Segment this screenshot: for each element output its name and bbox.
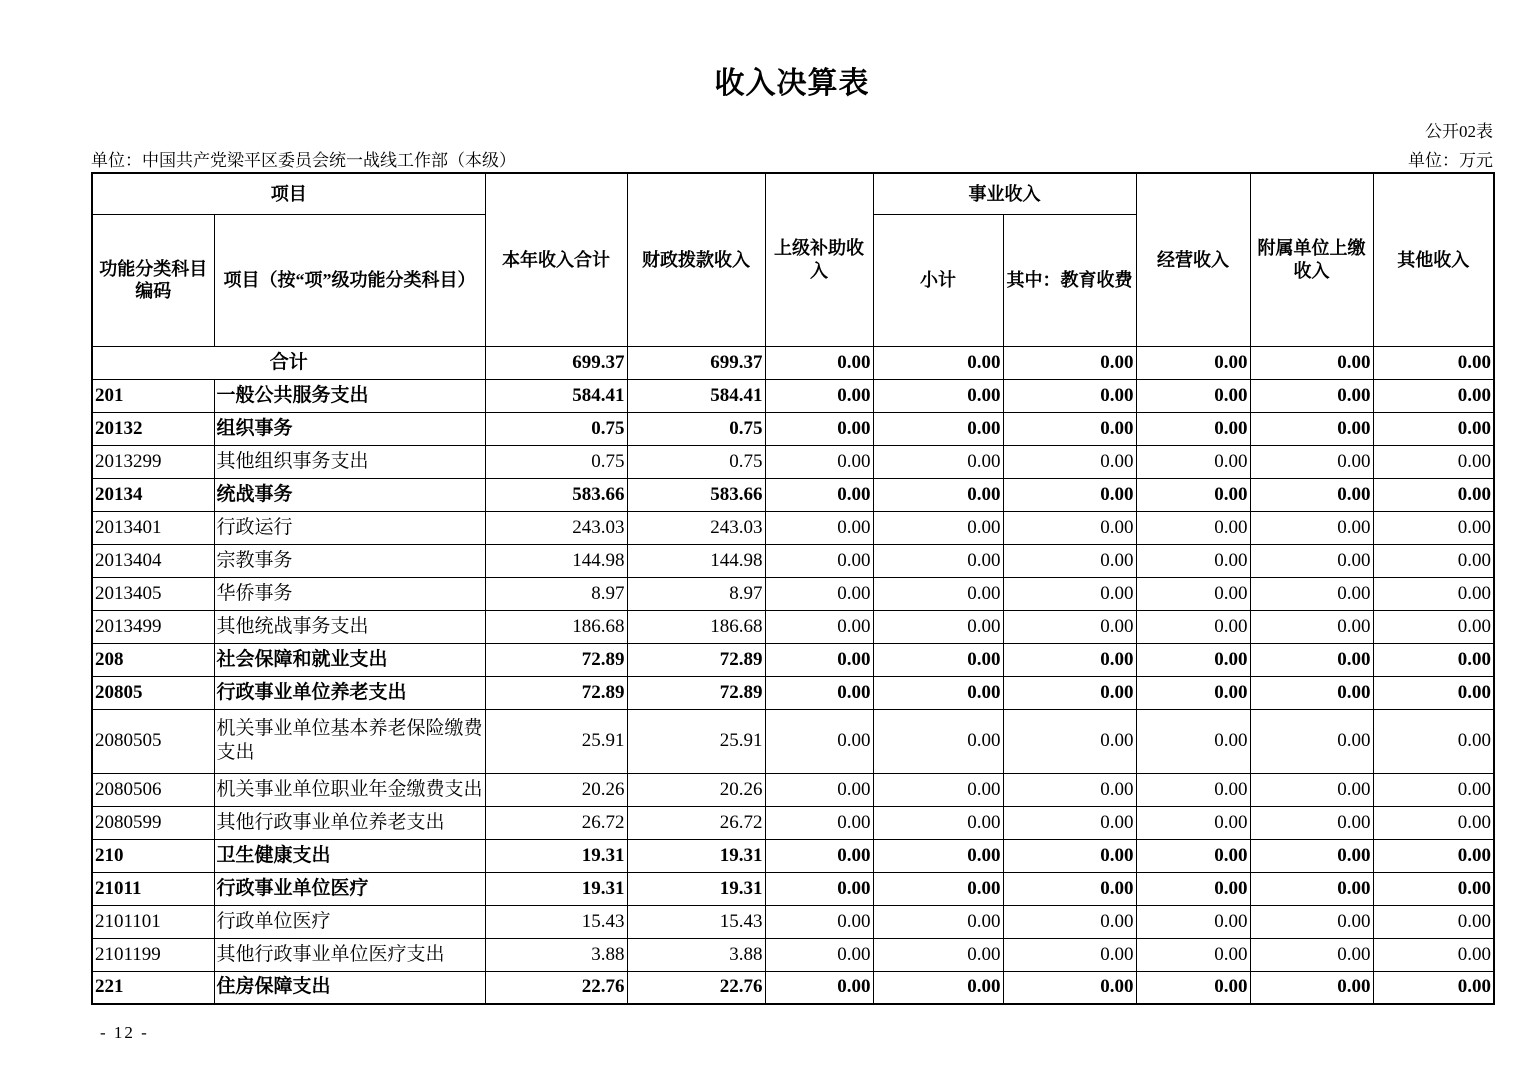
table-body: [92, 346, 1494, 1004]
table-row: [92, 445, 1494, 478]
row-value-cell: 144.98: [627, 544, 765, 577]
row-value-cell: 0.00: [765, 839, 873, 872]
row-code-cell: 2080506: [92, 773, 214, 806]
row-value-cell: 0.00: [1136, 938, 1250, 971]
row-value-cell: 0.00: [1136, 773, 1250, 806]
row-code-cell: 2080505: [92, 709, 214, 773]
row-value-cell: 0.00: [1373, 445, 1494, 478]
row-code-cell: 20805: [92, 676, 214, 709]
row-name-cell: 行政事业单位养老支出: [214, 676, 485, 709]
row-value-cell: 20.26: [485, 773, 627, 806]
row-name-cell: 其他组织事务支出: [214, 445, 485, 478]
row-value-cell: 0.00: [1373, 643, 1494, 676]
header-col-other: 其他收入: [1373, 173, 1494, 346]
row-value-cell: 0.00: [765, 379, 873, 412]
row-value-cell: 0.00: [1136, 806, 1250, 839]
row-value-cell: 0.00: [1373, 577, 1494, 610]
table-row: [92, 971, 1494, 1004]
unit-name-label: 单位：中国共产党梁平区委员会统一战线工作部（本级）: [91, 151, 516, 170]
row-code-cell: 2013405: [92, 577, 214, 610]
row-name-cell: 其他统战事务支出: [214, 610, 485, 643]
row-value-cell: 0.00: [1250, 610, 1373, 643]
row-value-cell: 0.00: [1373, 346, 1494, 379]
row-value-cell: 0.00: [1373, 544, 1494, 577]
row-value-cell: 0.75: [627, 445, 765, 478]
row-value-cell: 0.00: [1373, 709, 1494, 773]
row-value-cell: 0.00: [1136, 971, 1250, 1004]
row-name-cell: 其他行政事业单位医疗支出: [214, 938, 485, 971]
row-value-cell: 0.00: [1003, 806, 1136, 839]
row-value-cell: 0.00: [1003, 839, 1136, 872]
row-value-cell: 0.00: [873, 643, 1003, 676]
row-value-cell: 0.00: [1373, 971, 1494, 1004]
table-row: [92, 773, 1494, 806]
row-value-cell: 0.00: [765, 806, 873, 839]
row-value-cell: 0.00: [1373, 478, 1494, 511]
row-value-cell: 0.00: [1373, 412, 1494, 445]
row-value-cell: 19.31: [627, 872, 765, 905]
table-row: [92, 839, 1494, 872]
row-name-cell: 一般公共服务支出: [214, 379, 485, 412]
row-name-cell: 机关事业单位基本养老保险缴费支出: [214, 709, 485, 773]
row-name-cell: 行政单位医疗: [214, 905, 485, 938]
row-value-cell: 0.00: [1250, 577, 1373, 610]
row-code-cell: 2013404: [92, 544, 214, 577]
header-col-affiliated: 附属单位上缴收入: [1250, 173, 1373, 346]
row-name-cell: 机关事业单位职业年金缴费支出: [214, 773, 485, 806]
row-value-cell: 0.00: [873, 806, 1003, 839]
row-value-cell: 0.00: [1250, 544, 1373, 577]
row-value-cell: 0.00: [1003, 676, 1136, 709]
row-value-cell: 0.75: [627, 412, 765, 445]
row-value-cell: 0.00: [765, 938, 873, 971]
row-name-cell: 华侨事务: [214, 577, 485, 610]
row-value-cell: 0.00: [1003, 905, 1136, 938]
row-value-cell: 0.00: [1136, 676, 1250, 709]
table-row: [92, 544, 1494, 577]
row-value-cell: 0.00: [1003, 544, 1136, 577]
row-value-cell: 0.00: [1373, 806, 1494, 839]
table-row: [92, 938, 1494, 971]
table-row: [92, 676, 1494, 709]
row-code-cell: 208: [92, 643, 214, 676]
table-row: [92, 872, 1494, 905]
row-value-cell: 0.00: [1003, 577, 1136, 610]
row-value-cell: 0.00: [1136, 839, 1250, 872]
row-value-cell: 0.00: [765, 643, 873, 676]
row-code-cell: 2080599: [92, 806, 214, 839]
row-value-cell: 0.00: [1003, 938, 1136, 971]
row-name-cell: 其他行政事业单位养老支出: [214, 806, 485, 839]
row-value-cell: 0.00: [1136, 511, 1250, 544]
row-value-cell: 26.72: [627, 806, 765, 839]
row-code-cell: 20134: [92, 478, 214, 511]
row-value-cell: 186.68: [485, 610, 627, 643]
header-col-education: 其中：教育收费: [1003, 214, 1136, 346]
row-value-cell: 0.00: [873, 971, 1003, 1004]
row-value-cell: 0.00: [765, 872, 873, 905]
row-code-cell: 210: [92, 839, 214, 872]
row-value-cell: 0.00: [1136, 905, 1250, 938]
row-value-cell: 0.00: [1250, 643, 1373, 676]
row-value-cell: 0.00: [1003, 412, 1136, 445]
row-value-cell: 0.00: [765, 577, 873, 610]
row-code-cell: 21011: [92, 872, 214, 905]
row-value-cell: 0.00: [1136, 544, 1250, 577]
row-value-cell: 0.75: [485, 445, 627, 478]
row-value-cell: 0.00: [1003, 346, 1136, 379]
row-value-cell: 22.76: [627, 971, 765, 1004]
row-value-cell: 0.00: [765, 709, 873, 773]
row-value-cell: 72.89: [485, 676, 627, 709]
row-name-cell: 行政事业单位医疗: [214, 872, 485, 905]
row-value-cell: 0.00: [1373, 379, 1494, 412]
row-value-cell: 0.00: [1136, 709, 1250, 773]
table-row: [92, 610, 1494, 643]
header-col-superior: 上级补助收入: [765, 173, 873, 346]
row-code-cell: 201: [92, 379, 214, 412]
row-value-cell: 0.00: [765, 773, 873, 806]
row-code-cell: 2101199: [92, 938, 214, 971]
row-value-cell: 0.00: [1373, 511, 1494, 544]
row-value-cell: 0.00: [1373, 773, 1494, 806]
row-value-cell: 0.00: [1250, 938, 1373, 971]
row-value-cell: 0.00: [873, 379, 1003, 412]
row-value-cell: 0.00: [1003, 971, 1136, 1004]
row-name-cell: 统战事务: [214, 478, 485, 511]
row-value-cell: 0.00: [1136, 445, 1250, 478]
header-col-code: 功能分类科目编码: [92, 214, 214, 346]
row-value-cell: 0.00: [873, 445, 1003, 478]
header-col-item: 项目（按“项”级功能分类科目）: [214, 214, 485, 346]
row-value-cell: 0.00: [873, 511, 1003, 544]
row-value-cell: 0.00: [873, 412, 1003, 445]
table-row: [92, 643, 1494, 676]
row-value-cell: 0.00: [873, 709, 1003, 773]
row-value-cell: 19.31: [627, 839, 765, 872]
row-code-cell: 2013499: [92, 610, 214, 643]
header-col-operating: 经营收入: [1136, 173, 1250, 346]
row-value-cell: 0.00: [873, 676, 1003, 709]
row-value-cell: 0.00: [1373, 905, 1494, 938]
row-value-cell: 0.00: [765, 905, 873, 938]
row-value-cell: 0.00: [1136, 412, 1250, 445]
page-title: 收入决算表: [714, 67, 870, 100]
row-value-cell: 0.00: [873, 346, 1003, 379]
row-value-cell: 0.00: [873, 938, 1003, 971]
row-name-cell: 行政运行: [214, 511, 485, 544]
table-row: [92, 577, 1494, 610]
row-value-cell: 583.66: [627, 478, 765, 511]
row-value-cell: 699.37: [485, 346, 627, 379]
row-value-cell: 0.00: [873, 839, 1003, 872]
row-value-cell: 243.03: [485, 511, 627, 544]
row-value-cell: 0.00: [1250, 511, 1373, 544]
row-value-cell: 243.03: [627, 511, 765, 544]
row-value-cell: 0.00: [1136, 346, 1250, 379]
row-value-cell: 0.75: [485, 412, 627, 445]
row-value-cell: 0.00: [765, 971, 873, 1004]
row-value-cell: 8.97: [627, 577, 765, 610]
row-value-cell: 0.00: [1136, 610, 1250, 643]
row-value-cell: 15.43: [485, 905, 627, 938]
table-row: [92, 905, 1494, 938]
row-value-cell: 25.91: [627, 709, 765, 773]
row-total-label: 合计: [92, 346, 485, 379]
row-value-cell: 0.00: [765, 676, 873, 709]
row-value-cell: 0.00: [1373, 676, 1494, 709]
row-value-cell: 72.89: [627, 643, 765, 676]
row-value-cell: 0.00: [1003, 610, 1136, 643]
row-value-cell: 0.00: [1136, 577, 1250, 610]
row-value-cell: 0.00: [1003, 643, 1136, 676]
row-value-cell: 0.00: [765, 346, 873, 379]
row-value-cell: 0.00: [1250, 709, 1373, 773]
row-name-cell: 社会保障和就业支出: [214, 643, 485, 676]
row-value-cell: 0.00: [873, 577, 1003, 610]
currency-unit-label: 单位：万元: [1408, 151, 1493, 170]
row-value-cell: 0.00: [1250, 412, 1373, 445]
row-value-cell: 72.89: [485, 643, 627, 676]
row-value-cell: 0.00: [1136, 872, 1250, 905]
row-code-cell: 2013401: [92, 511, 214, 544]
header-col-subtotal: 小计: [873, 214, 1003, 346]
row-value-cell: 0.00: [765, 544, 873, 577]
row-value-cell: 0.00: [1250, 346, 1373, 379]
row-value-cell: 0.00: [1136, 478, 1250, 511]
row-code-cell: 2013299: [92, 445, 214, 478]
row-value-cell: 0.00: [765, 445, 873, 478]
row-value-cell: 3.88: [627, 938, 765, 971]
row-value-cell: 0.00: [1003, 773, 1136, 806]
row-value-cell: 15.43: [627, 905, 765, 938]
row-name-cell: 住房保障支出: [214, 971, 485, 1004]
row-value-cell: 0.00: [1136, 379, 1250, 412]
row-value-cell: 0.00: [1250, 971, 1373, 1004]
row-value-cell: 0.00: [1250, 445, 1373, 478]
row-value-cell: 699.37: [627, 346, 765, 379]
row-value-cell: 0.00: [1373, 610, 1494, 643]
row-value-cell: 0.00: [1003, 445, 1136, 478]
row-value-cell: 0.00: [873, 773, 1003, 806]
row-value-cell: 0.00: [1003, 709, 1136, 773]
row-value-cell: 0.00: [1373, 938, 1494, 971]
row-value-cell: 584.41: [627, 379, 765, 412]
row-value-cell: 0.00: [873, 610, 1003, 643]
row-value-cell: 0.00: [1250, 872, 1373, 905]
header-col-fiscal: 财政拨款收入: [627, 173, 765, 346]
header-col-total: 本年收入合计: [485, 173, 627, 346]
row-value-cell: 0.00: [1250, 773, 1373, 806]
row-value-cell: 0.00: [873, 544, 1003, 577]
income-table: [91, 172, 1495, 1005]
header-business-group: 事业收入: [873, 173, 1136, 214]
row-value-cell: 583.66: [485, 478, 627, 511]
row-value-cell: 0.00: [765, 478, 873, 511]
table-row: [92, 709, 1494, 773]
row-value-cell: 0.00: [1250, 379, 1373, 412]
row-value-cell: 8.97: [485, 577, 627, 610]
row-value-cell: 25.91: [485, 709, 627, 773]
row-value-cell: 0.00: [873, 905, 1003, 938]
row-value-cell: 19.31: [485, 839, 627, 872]
table-header: [92, 173, 1494, 346]
row-value-cell: 26.72: [485, 806, 627, 839]
row-value-cell: 0.00: [1250, 905, 1373, 938]
row-value-cell: 0.00: [1003, 478, 1136, 511]
row-value-cell: 0.00: [1250, 676, 1373, 709]
row-value-cell: 0.00: [1250, 806, 1373, 839]
row-value-cell: 22.76: [485, 971, 627, 1004]
row-name-cell: 卫生健康支出: [214, 839, 485, 872]
row-value-cell: 0.00: [873, 478, 1003, 511]
row-value-cell: 19.31: [485, 872, 627, 905]
header-row-1: [92, 173, 1494, 214]
row-code-cell: 2101101: [92, 905, 214, 938]
page-number: - 12 -: [100, 1023, 149, 1042]
row-value-cell: 0.00: [1136, 643, 1250, 676]
table-row: [92, 379, 1494, 412]
row-value-cell: 20.26: [627, 773, 765, 806]
row-value-cell: 0.00: [1003, 379, 1136, 412]
row-value-cell: 584.41: [485, 379, 627, 412]
row-value-cell: 144.98: [485, 544, 627, 577]
row-value-cell: 0.00: [1373, 839, 1494, 872]
row-name-cell: 组织事务: [214, 412, 485, 445]
table-row: [92, 346, 1494, 379]
row-code-cell: 20132: [92, 412, 214, 445]
row-code-cell: 221: [92, 971, 214, 1004]
row-value-cell: 0.00: [765, 511, 873, 544]
row-value-cell: 0.00: [1003, 511, 1136, 544]
row-value-cell: 0.00: [1003, 872, 1136, 905]
table-row: [92, 412, 1494, 445]
row-value-cell: 0.00: [1250, 478, 1373, 511]
row-value-cell: 3.88: [485, 938, 627, 971]
table-row: [92, 511, 1494, 544]
row-name-cell: 宗教事务: [214, 544, 485, 577]
row-value-cell: 0.00: [765, 610, 873, 643]
header-project-group: 项目: [92, 173, 485, 214]
table-code-label: 公开02表: [1425, 122, 1493, 141]
row-value-cell: 0.00: [1250, 839, 1373, 872]
table-row: [92, 806, 1494, 839]
meta-row: [91, 146, 1493, 171]
row-value-cell: 72.89: [627, 676, 765, 709]
row-value-cell: 0.00: [873, 872, 1003, 905]
row-value-cell: 0.00: [765, 412, 873, 445]
row-value-cell: 0.00: [1373, 872, 1494, 905]
table-row: [92, 478, 1494, 511]
row-value-cell: 186.68: [627, 610, 765, 643]
